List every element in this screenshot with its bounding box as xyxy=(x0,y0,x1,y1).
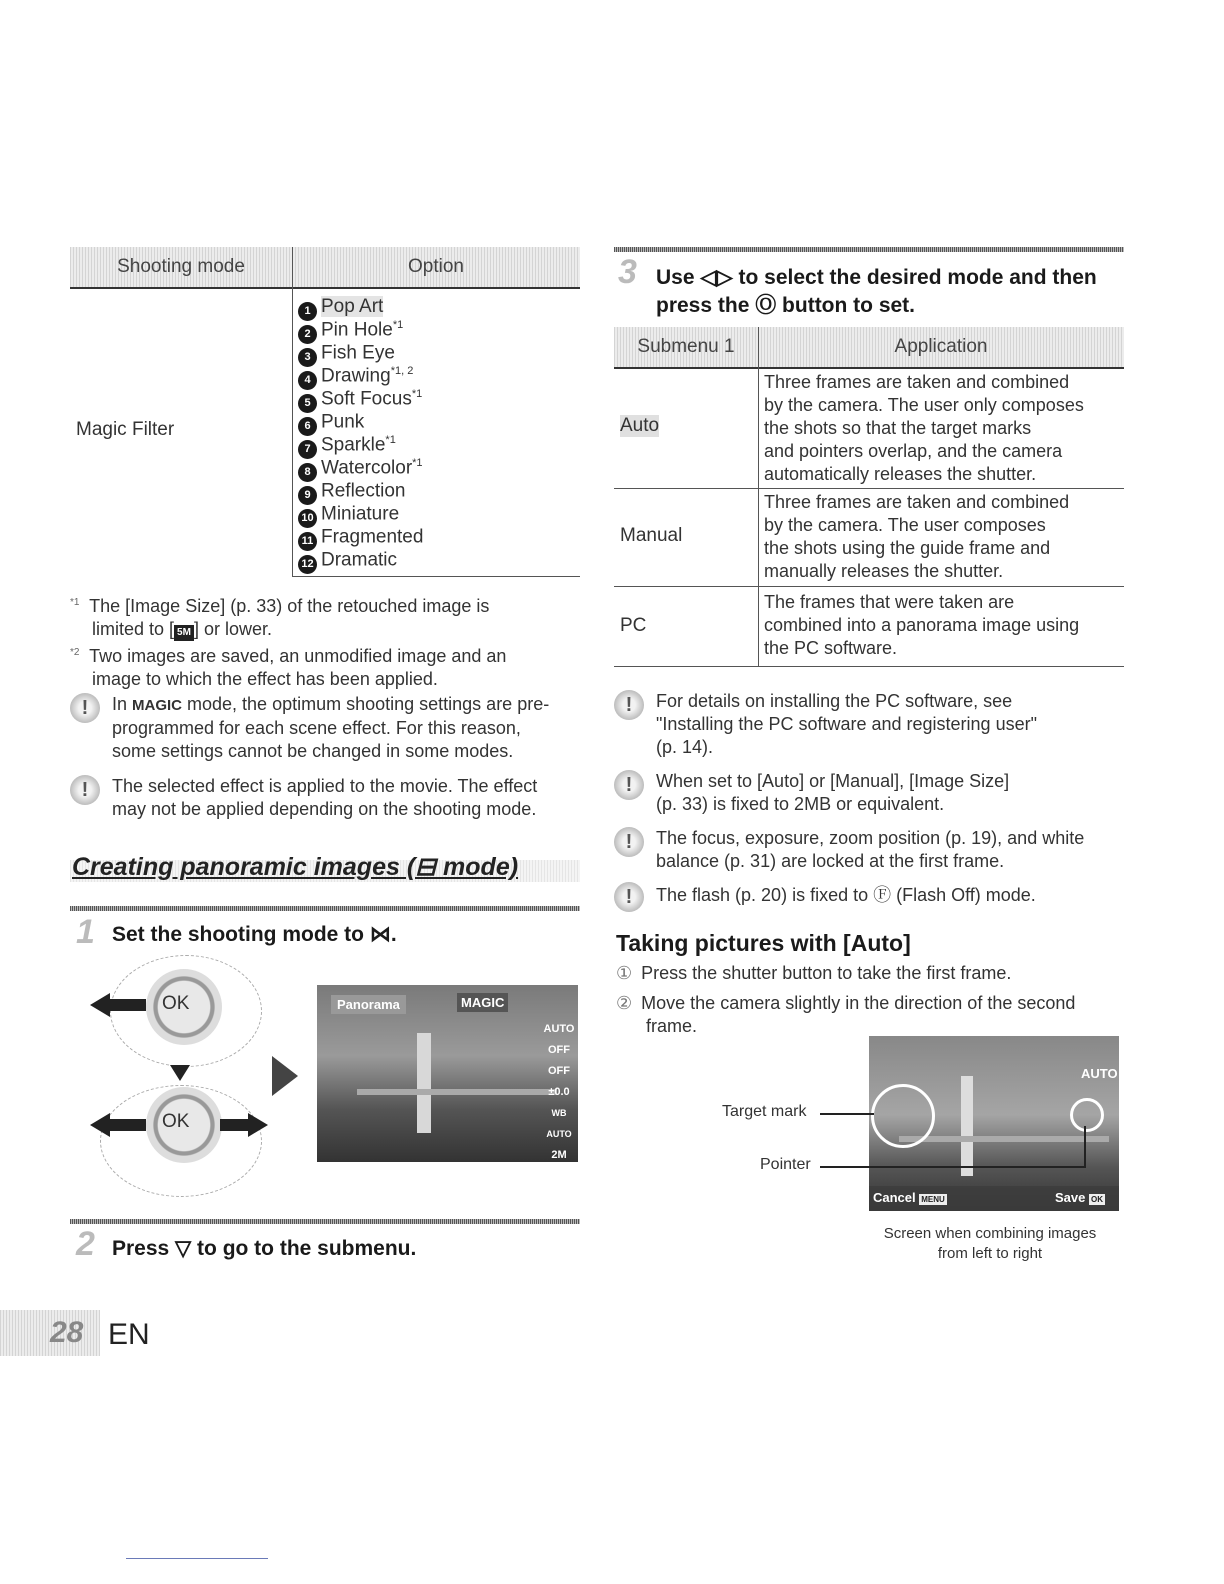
section-title: Creating panoramic images (⊟ mode) xyxy=(72,853,519,881)
list-item xyxy=(298,406,423,433)
table-bottom-border xyxy=(292,576,580,577)
cell-line: the shots so that the target marks xyxy=(764,418,1032,438)
tip-text: The flash (p. 20) is fixed to Ⓕ (Flash Off) mode. xyxy=(656,885,1036,905)
list-item xyxy=(298,452,423,479)
list-item xyxy=(298,383,423,410)
tip-bulb-icon: ! xyxy=(614,770,644,800)
save-label: Save xyxy=(1055,1190,1086,1205)
caption-line: from left to right xyxy=(937,1245,1043,1262)
arrow-right-icon xyxy=(248,1113,268,1137)
bridge-tower xyxy=(961,1076,973,1176)
submenu-pc: PC xyxy=(620,615,647,636)
dial-ok-label-2: OK xyxy=(162,1111,190,1132)
tip-line: some settings cannot be changed in some modes. xyxy=(112,741,514,761)
step-1-number: 1 xyxy=(76,913,95,951)
table-row xyxy=(614,587,1124,667)
list-item xyxy=(298,314,423,341)
tip-line: When set to [Auto] or [Manual], [Image Size] xyxy=(656,771,1010,791)
list-item xyxy=(298,544,423,571)
target-mark-icon xyxy=(871,1084,935,1148)
option-list xyxy=(298,291,424,571)
arrow-left-shaft xyxy=(108,999,146,1011)
submenu-table xyxy=(614,327,1124,667)
step-3-rule xyxy=(614,247,1124,252)
cell-line: and pointers overlap, and the camera xyxy=(764,441,1063,461)
option-footnote: *1 xyxy=(385,434,396,446)
list-item xyxy=(298,521,424,548)
number-badge-icon: 4 xyxy=(298,371,317,390)
tip-bulb-icon: ! xyxy=(614,690,644,720)
option-label: Dramatic xyxy=(321,549,398,571)
option-label: Pop Art xyxy=(321,296,384,318)
option-footnote: *1 xyxy=(411,388,423,400)
step-text: Move the camera slightly in the direction of the second xyxy=(641,993,1076,1013)
footnotes xyxy=(70,591,580,691)
list-item xyxy=(298,337,423,364)
lcd-macro-off-icon: OFF xyxy=(548,1065,570,1077)
bridge-deck xyxy=(899,1136,1109,1142)
camera-lcd-panorama xyxy=(317,985,578,1199)
tip-movie-effect xyxy=(70,775,580,825)
lcd-size-icon: 2M xyxy=(551,1149,567,1161)
footnote-text: limited to [ xyxy=(92,619,175,639)
number-badge-icon: 6 xyxy=(298,417,317,436)
option-label: Fragmented xyxy=(321,526,424,548)
tip-image-size xyxy=(614,770,1124,820)
tip-line: "Installing the PC software and registering user" xyxy=(656,714,1037,734)
step-text: Press the shutter button to take the first frame. xyxy=(641,963,1012,983)
number-badge-icon: 7 xyxy=(298,440,317,459)
cell-line: by the camera. The user composes xyxy=(764,515,1046,535)
tip-line: (p. 33) is fixed to 2MB or equivalent. xyxy=(656,794,945,814)
step-3-line: Use ◁▷ to select the desired mode and then xyxy=(656,266,1097,289)
arrow-right-shaft xyxy=(220,1119,250,1131)
application-text xyxy=(764,491,1069,583)
tip-text xyxy=(656,770,1009,816)
option-footnote: *1 xyxy=(412,457,423,469)
cell-line: manually releases the shutter. xyxy=(764,561,1004,581)
arrow-next-icon xyxy=(272,1056,298,1096)
number-badge-icon: 12 xyxy=(298,555,317,574)
lcd-cancel xyxy=(873,1190,947,1205)
cell-line: the PC software. xyxy=(764,638,898,658)
target-mark-label: Target mark xyxy=(722,1103,807,1120)
step-2-rule xyxy=(70,1219,580,1224)
arrow-left-icon xyxy=(90,993,110,1017)
footnote-2b: image to which the effect has been applied. xyxy=(92,669,438,689)
lcd-icon-column xyxy=(543,1019,575,1205)
lcd-mode-label: Panorama xyxy=(331,995,406,1014)
step-3-number: 3 xyxy=(618,253,637,291)
list-item xyxy=(298,429,423,456)
lcd-menu-icon: MENU xyxy=(547,1190,571,1199)
table-column-divider xyxy=(292,247,293,576)
step-circle-number: ② xyxy=(616,993,633,1013)
footnote-text: ] or lower. xyxy=(193,619,272,639)
lcd-save xyxy=(1055,1190,1105,1205)
footnote-text: Two images are saved, an unmodified image and an xyxy=(89,646,507,666)
option-label: Soft Focus xyxy=(321,388,412,410)
menu-key-icon: MENU xyxy=(921,1195,945,1204)
option-label: Fish Eye xyxy=(321,342,395,364)
submenu-manual: Manual xyxy=(620,525,683,546)
number-badge-icon: 3 xyxy=(298,348,317,367)
cell-line: The frames that were taken are xyxy=(764,592,1015,612)
cell-line: Three frames are taken and combined xyxy=(764,492,1070,512)
bridge-tower xyxy=(417,1033,431,1133)
table-row xyxy=(614,489,1124,587)
ok-key-icon: OK xyxy=(1091,1195,1103,1204)
table-header-application: Application xyxy=(894,336,988,357)
option-label: Reflection xyxy=(321,480,406,502)
cell-line: automatically releases the shutter. xyxy=(764,464,1037,484)
option-label: Drawing xyxy=(321,365,391,387)
step-3-text xyxy=(656,264,1097,320)
pointer-leader xyxy=(820,1166,1086,1168)
tip-line: The selected effect is applied to the movie. The effect xyxy=(112,776,538,796)
camera-lcd-combining xyxy=(869,1036,1119,1211)
mode-dial-illustration xyxy=(90,955,290,1205)
tip-text-fragment: In xyxy=(112,694,133,714)
step-1-rule xyxy=(70,906,580,911)
lcd-auto-icon: AUTO xyxy=(1081,1066,1118,1081)
mode-magic-filter: Magic Filter xyxy=(76,419,175,440)
section-title-bar xyxy=(70,852,580,882)
table-row xyxy=(614,369,1124,489)
arrow-left-shaft xyxy=(108,1119,146,1131)
step-1-text: Set the shooting mode to ⋈. xyxy=(112,923,397,946)
tip-line: (p. 14). xyxy=(656,737,714,757)
arrow-left-icon xyxy=(90,1113,110,1137)
step-line xyxy=(616,992,1075,1015)
list-item xyxy=(298,475,423,502)
tip-line: may not be applied depending on the shooting mode. xyxy=(112,799,537,819)
tip-bulb-icon: ! xyxy=(70,693,100,723)
tip-line: programmed for each scene effect. For this reason, xyxy=(112,718,521,738)
number-badge-icon: 8 xyxy=(298,463,317,482)
bottom-link-rule xyxy=(126,1558,268,1559)
lcd-flash-off-icon: OFF xyxy=(548,1044,570,1056)
tip-locked-settings xyxy=(614,827,1124,877)
number-badge-icon: 11 xyxy=(298,532,317,551)
option-label: Punk xyxy=(321,411,365,433)
table-divider xyxy=(70,287,580,289)
lcd-magic-icon: MAGIC xyxy=(457,993,508,1012)
tip-magic-mode xyxy=(70,693,580,768)
tip-text-fragment: mode, the optimum shooting settings are pre- xyxy=(182,694,550,714)
step-2-text: Press ▽ to go to the submenu. xyxy=(112,1237,417,1260)
lcd-exposure-icon: ±0.0 xyxy=(548,1086,570,1098)
lcd-auto-icon: AUTO xyxy=(543,1023,575,1035)
lcd-caption xyxy=(845,1224,1135,1264)
cell-line: combined into a panorama image using xyxy=(764,615,1080,635)
cell-line: the shots using the guide frame and xyxy=(764,538,1051,558)
pointer-label: Pointer xyxy=(760,1156,811,1173)
tip-text xyxy=(112,693,549,763)
footnote-mark: *2 xyxy=(70,647,80,658)
caption-line: Screen when combining images xyxy=(883,1225,1097,1242)
tip-text xyxy=(656,690,1037,759)
table-header-submenu: Submenu 1 xyxy=(637,336,735,357)
tip-line: balance (p. 31) are locked at the first frame. xyxy=(656,851,1005,871)
step-line: frame. xyxy=(646,1016,698,1036)
target-mark-leader xyxy=(820,1113,874,1115)
list-item xyxy=(298,360,423,387)
language-label: EN xyxy=(108,1318,150,1351)
cancel-label: Cancel xyxy=(873,1190,916,1205)
tip-line: The focus, exposure, zoom position (p. 19), and white xyxy=(656,828,1085,848)
auto-section-title: Taking pictures with [Auto] xyxy=(616,930,911,956)
option-footnote: *1 xyxy=(392,319,404,331)
number-badge-icon: 1 xyxy=(298,302,317,321)
list-item xyxy=(298,498,423,525)
image-size-5m-icon: 5M xyxy=(174,625,194,641)
footnote-1b xyxy=(70,618,580,641)
table-header-mode: Shooting mode xyxy=(117,256,245,277)
tip-flash-off xyxy=(614,882,1124,912)
number-badge-icon: 2 xyxy=(298,325,317,344)
table-header-option: Option xyxy=(408,256,464,277)
option-label: Pin Hole xyxy=(321,319,393,341)
tip-line xyxy=(112,693,549,717)
option-footnote: *1, 2 xyxy=(390,365,414,377)
bridge-deck xyxy=(357,1089,557,1095)
tip-bulb-icon: ! xyxy=(614,827,644,857)
cell-line: by the camera. The user only composes xyxy=(764,395,1084,415)
auto-step-1 xyxy=(616,962,1011,985)
application-text xyxy=(764,371,1084,486)
number-badge-icon: 5 xyxy=(298,394,317,413)
step-3-line: press the Ⓞ button to set. xyxy=(656,294,916,317)
tip-pc-software xyxy=(614,690,1124,762)
application-text xyxy=(764,591,1079,660)
footnote-2 xyxy=(70,641,580,668)
option-label: Watercolor xyxy=(321,457,413,479)
list-item xyxy=(298,291,423,318)
step-2-number: 2 xyxy=(76,1225,95,1263)
arrow-down-icon xyxy=(170,1065,190,1081)
auto-step-2 xyxy=(616,992,1075,1038)
pointer-icon xyxy=(1070,1098,1104,1132)
option-label: Sparkle xyxy=(321,434,386,456)
tip-bulb-icon: ! xyxy=(614,882,644,912)
option-label: Miniature xyxy=(321,503,400,525)
pointer-leader-vertical xyxy=(1084,1126,1086,1168)
footnote-mark: *1 xyxy=(70,597,80,608)
tip-text xyxy=(656,827,1084,873)
footnote-text: The [Image Size] (p. 33) of the retouched image is xyxy=(89,596,490,616)
submenu-auto: Auto xyxy=(620,415,660,436)
tip-text xyxy=(112,775,537,821)
magic-mode-icon: MAGIC xyxy=(132,697,183,714)
dial-ok-label: OK xyxy=(162,993,190,1014)
number-badge-icon: 10 xyxy=(298,509,317,528)
number-badge-icon: 9 xyxy=(298,486,317,505)
page-number: 28 xyxy=(50,1316,84,1349)
footnote-1 xyxy=(70,591,580,618)
lcd-wb-icon: WB AUTO xyxy=(546,1108,572,1139)
tip-bulb-icon: ! xyxy=(70,775,100,805)
shooting-mode-table xyxy=(70,247,580,577)
cell-line: Three frames are taken and combined xyxy=(764,372,1070,392)
tip-line: For details on installing the PC software, see xyxy=(656,691,1013,711)
step-circle-number: ① xyxy=(616,963,633,983)
